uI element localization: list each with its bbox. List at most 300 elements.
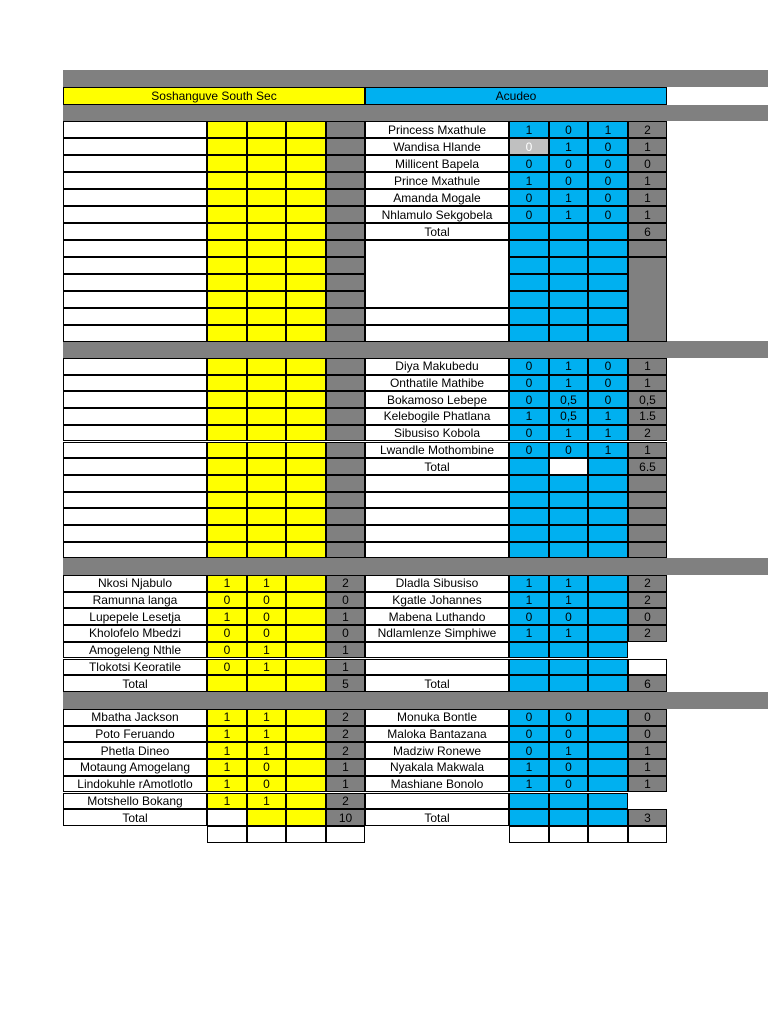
score-cell[interactable] bbox=[549, 206, 588, 223]
player-total[interactable] bbox=[326, 592, 365, 609]
score-cell[interactable] bbox=[509, 121, 549, 138]
score-cell[interactable] bbox=[549, 358, 588, 375]
name-cell[interactable] bbox=[63, 189, 207, 206]
score-cell[interactable] bbox=[588, 291, 628, 308]
score-cell[interactable] bbox=[286, 375, 326, 392]
player-name[interactable] bbox=[63, 575, 207, 592]
name-cell[interactable] bbox=[63, 291, 207, 308]
player-total[interactable] bbox=[628, 726, 667, 743]
score-cell[interactable] bbox=[588, 375, 628, 392]
score-cell[interactable] bbox=[247, 809, 286, 826]
total-cell[interactable] bbox=[326, 240, 365, 257]
total-cell[interactable] bbox=[326, 826, 365, 843]
player-name[interactable] bbox=[63, 608, 207, 625]
total-cell[interactable] bbox=[326, 257, 365, 274]
score-cell[interactable] bbox=[588, 508, 628, 525]
total-cell[interactable] bbox=[628, 826, 667, 843]
score-cell[interactable] bbox=[509, 625, 549, 642]
score-cell[interactable] bbox=[207, 291, 247, 308]
score-cell[interactable] bbox=[588, 138, 628, 155]
score-cell[interactable] bbox=[588, 121, 628, 138]
score-cell[interactable] bbox=[549, 189, 588, 206]
score-cell[interactable] bbox=[588, 608, 628, 625]
player-total[interactable] bbox=[628, 172, 667, 189]
score-cell[interactable] bbox=[247, 642, 286, 659]
name-cell[interactable] bbox=[365, 659, 509, 676]
score-cell[interactable] bbox=[588, 391, 628, 408]
player-total[interactable] bbox=[628, 206, 667, 223]
player-name[interactable] bbox=[365, 575, 509, 592]
score-cell[interactable] bbox=[509, 375, 549, 392]
total-cell[interactable] bbox=[326, 121, 365, 138]
score-cell[interactable] bbox=[286, 776, 326, 793]
name-cell[interactable] bbox=[63, 458, 207, 475]
score-cell[interactable] bbox=[247, 542, 286, 559]
score-cell[interactable] bbox=[588, 189, 628, 206]
score-cell[interactable] bbox=[286, 793, 326, 810]
section-total[interactable] bbox=[628, 809, 667, 826]
score-cell[interactable] bbox=[588, 206, 628, 223]
score-cell[interactable] bbox=[549, 475, 588, 492]
score-cell[interactable] bbox=[588, 274, 628, 291]
score-cell[interactable] bbox=[509, 793, 549, 810]
score-cell[interactable] bbox=[207, 542, 247, 559]
score-cell[interactable] bbox=[549, 492, 588, 509]
score-cell[interactable] bbox=[286, 172, 326, 189]
score-cell[interactable] bbox=[247, 325, 286, 342]
score-cell[interactable] bbox=[247, 675, 286, 692]
score-cell[interactable] bbox=[286, 709, 326, 726]
score-cell[interactable] bbox=[549, 391, 588, 408]
name-cell[interactable] bbox=[365, 542, 509, 559]
score-cell[interactable] bbox=[247, 189, 286, 206]
total-cell[interactable] bbox=[628, 492, 667, 509]
total-label[interactable] bbox=[365, 458, 509, 475]
score-cell[interactable] bbox=[286, 575, 326, 592]
name-cell[interactable] bbox=[63, 442, 207, 459]
player-total[interactable] bbox=[326, 726, 365, 743]
score-cell[interactable] bbox=[549, 458, 588, 475]
score-cell[interactable] bbox=[549, 325, 588, 342]
player-name[interactable] bbox=[365, 425, 509, 442]
score-cell[interactable] bbox=[549, 642, 588, 659]
score-cell[interactable] bbox=[207, 408, 247, 425]
player-total[interactable] bbox=[628, 442, 667, 459]
score-cell[interactable] bbox=[588, 776, 628, 793]
score-cell[interactable] bbox=[286, 240, 326, 257]
score-cell[interactable] bbox=[247, 659, 286, 676]
score-cell[interactable] bbox=[207, 826, 247, 843]
score-cell[interactable] bbox=[549, 425, 588, 442]
score-cell[interactable] bbox=[247, 525, 286, 542]
score-cell[interactable] bbox=[588, 809, 628, 826]
total-cell[interactable] bbox=[326, 542, 365, 559]
player-name[interactable] bbox=[365, 742, 509, 759]
score-cell[interactable] bbox=[207, 458, 247, 475]
score-cell[interactable] bbox=[549, 257, 588, 274]
score-cell[interactable] bbox=[588, 625, 628, 642]
player-total[interactable] bbox=[628, 391, 667, 408]
score-cell[interactable] bbox=[588, 592, 628, 609]
score-cell[interactable] bbox=[286, 492, 326, 509]
total-cell[interactable] bbox=[326, 155, 365, 172]
score-cell[interactable] bbox=[549, 742, 588, 759]
score-cell[interactable] bbox=[588, 325, 628, 342]
score-cell[interactable] bbox=[588, 257, 628, 274]
score-cell[interactable] bbox=[286, 742, 326, 759]
score-cell[interactable] bbox=[207, 358, 247, 375]
score-cell[interactable] bbox=[509, 257, 549, 274]
total-cell[interactable] bbox=[326, 375, 365, 392]
score-cell[interactable] bbox=[247, 206, 286, 223]
score-cell[interactable] bbox=[549, 155, 588, 172]
player-name[interactable] bbox=[63, 726, 207, 743]
score-cell[interactable] bbox=[549, 809, 588, 826]
player-name[interactable] bbox=[365, 442, 509, 459]
score-cell[interactable] bbox=[207, 742, 247, 759]
score-cell[interactable] bbox=[247, 274, 286, 291]
score-cell[interactable] bbox=[286, 138, 326, 155]
score-cell[interactable] bbox=[207, 776, 247, 793]
score-cell[interactable] bbox=[509, 155, 549, 172]
score-cell[interactable] bbox=[207, 508, 247, 525]
score-cell[interactable] bbox=[207, 375, 247, 392]
total-cell[interactable] bbox=[326, 325, 365, 342]
total-cell[interactable] bbox=[326, 442, 365, 459]
player-name[interactable] bbox=[365, 391, 509, 408]
score-cell[interactable] bbox=[286, 542, 326, 559]
player-name[interactable] bbox=[365, 608, 509, 625]
score-cell[interactable] bbox=[247, 726, 286, 743]
score-cell[interactable] bbox=[588, 793, 628, 810]
total-cell[interactable] bbox=[326, 138, 365, 155]
score-cell[interactable] bbox=[207, 391, 247, 408]
score-cell[interactable] bbox=[549, 726, 588, 743]
total-cell[interactable] bbox=[326, 206, 365, 223]
player-total[interactable] bbox=[326, 759, 365, 776]
player-name[interactable] bbox=[365, 121, 509, 138]
score-cell[interactable] bbox=[207, 759, 247, 776]
score-cell[interactable] bbox=[509, 709, 549, 726]
score-cell[interactable] bbox=[509, 776, 549, 793]
name-cell[interactable] bbox=[63, 492, 207, 509]
score-cell[interactable] bbox=[207, 492, 247, 509]
player-total[interactable] bbox=[628, 358, 667, 375]
player-total[interactable] bbox=[628, 759, 667, 776]
score-cell[interactable] bbox=[247, 291, 286, 308]
score-cell[interactable] bbox=[588, 542, 628, 559]
score-cell[interactable] bbox=[588, 575, 628, 592]
score-cell[interactable] bbox=[509, 240, 549, 257]
score-cell[interactable] bbox=[549, 442, 588, 459]
total-label[interactable] bbox=[63, 675, 207, 692]
score-cell[interactable] bbox=[549, 759, 588, 776]
score-cell[interactable] bbox=[286, 809, 326, 826]
name-cell[interactable] bbox=[365, 508, 509, 525]
score-cell[interactable] bbox=[247, 155, 286, 172]
score-cell[interactable] bbox=[549, 408, 588, 425]
name-cell[interactable] bbox=[63, 525, 207, 542]
total-cell[interactable] bbox=[326, 458, 365, 475]
score-cell[interactable] bbox=[207, 625, 247, 642]
score-cell[interactable] bbox=[207, 189, 247, 206]
score-cell[interactable] bbox=[247, 172, 286, 189]
player-total[interactable] bbox=[628, 189, 667, 206]
total-cell[interactable] bbox=[326, 508, 365, 525]
score-cell[interactable] bbox=[509, 659, 549, 676]
score-cell[interactable] bbox=[207, 793, 247, 810]
score-cell[interactable] bbox=[286, 121, 326, 138]
score-cell[interactable] bbox=[549, 274, 588, 291]
total-label[interactable] bbox=[365, 223, 509, 240]
score-cell[interactable] bbox=[588, 492, 628, 509]
score-cell[interactable] bbox=[509, 408, 549, 425]
player-name[interactable] bbox=[365, 138, 509, 155]
total-cell[interactable] bbox=[326, 525, 365, 542]
score-cell[interactable] bbox=[549, 575, 588, 592]
total-cell[interactable] bbox=[326, 223, 365, 240]
score-cell[interactable] bbox=[207, 726, 247, 743]
score-cell[interactable] bbox=[509, 642, 549, 659]
player-total[interactable] bbox=[628, 155, 667, 172]
total-cell[interactable] bbox=[628, 257, 667, 342]
score-cell[interactable] bbox=[207, 592, 247, 609]
total-cell[interactable] bbox=[628, 542, 667, 559]
player-total[interactable] bbox=[628, 425, 667, 442]
score-cell[interactable] bbox=[247, 391, 286, 408]
total-cell[interactable] bbox=[326, 189, 365, 206]
player-name[interactable] bbox=[63, 642, 207, 659]
player-name[interactable] bbox=[365, 375, 509, 392]
score-cell[interactable] bbox=[549, 121, 588, 138]
name-cell[interactable] bbox=[63, 223, 207, 240]
score-cell[interactable] bbox=[247, 793, 286, 810]
score-cell[interactable] bbox=[588, 172, 628, 189]
score-cell[interactable] bbox=[286, 391, 326, 408]
player-total[interactable] bbox=[326, 793, 365, 810]
score-cell[interactable] bbox=[509, 425, 549, 442]
total-cell[interactable] bbox=[326, 425, 365, 442]
total-cell[interactable] bbox=[326, 475, 365, 492]
name-cell[interactable] bbox=[63, 257, 207, 274]
player-name[interactable] bbox=[63, 592, 207, 609]
score-cell[interactable] bbox=[247, 492, 286, 509]
score-cell[interactable] bbox=[588, 525, 628, 542]
score-cell[interactable] bbox=[549, 793, 588, 810]
score-cell[interactable] bbox=[247, 608, 286, 625]
player-total[interactable] bbox=[628, 375, 667, 392]
score-cell[interactable] bbox=[247, 358, 286, 375]
player-name[interactable] bbox=[365, 726, 509, 743]
player-name[interactable] bbox=[365, 189, 509, 206]
score-cell[interactable] bbox=[286, 358, 326, 375]
player-name[interactable] bbox=[365, 625, 509, 642]
score-cell[interactable] bbox=[286, 726, 326, 743]
player-total[interactable] bbox=[628, 776, 667, 793]
player-name[interactable] bbox=[63, 625, 207, 642]
player-name[interactable] bbox=[365, 776, 509, 793]
name-cell[interactable] bbox=[365, 308, 509, 325]
player-name[interactable] bbox=[365, 709, 509, 726]
team-left-header[interactable] bbox=[63, 87, 365, 105]
player-total[interactable] bbox=[326, 709, 365, 726]
score-cell[interactable] bbox=[286, 206, 326, 223]
player-total[interactable] bbox=[326, 625, 365, 642]
player-total[interactable] bbox=[628, 742, 667, 759]
score-cell[interactable] bbox=[509, 492, 549, 509]
score-cell[interactable] bbox=[588, 358, 628, 375]
score-cell[interactable] bbox=[207, 325, 247, 342]
score-cell[interactable] bbox=[588, 709, 628, 726]
section-total[interactable] bbox=[628, 458, 667, 475]
score-cell[interactable] bbox=[549, 675, 588, 692]
score-cell[interactable] bbox=[207, 172, 247, 189]
score-cell[interactable] bbox=[207, 525, 247, 542]
player-total[interactable] bbox=[326, 776, 365, 793]
score-cell[interactable] bbox=[509, 308, 549, 325]
score-cell[interactable] bbox=[207, 475, 247, 492]
section-total[interactable] bbox=[326, 809, 365, 826]
score-cell[interactable] bbox=[247, 759, 286, 776]
score-cell[interactable] bbox=[549, 508, 588, 525]
score-cell[interactable] bbox=[286, 625, 326, 642]
total-label[interactable] bbox=[63, 809, 207, 826]
score-cell[interactable] bbox=[247, 257, 286, 274]
score-cell[interactable] bbox=[286, 642, 326, 659]
score-cell[interactable] bbox=[509, 138, 549, 155]
score-cell[interactable] bbox=[247, 408, 286, 425]
score-cell[interactable] bbox=[509, 608, 549, 625]
score-cell[interactable] bbox=[247, 442, 286, 459]
total-cell[interactable] bbox=[326, 408, 365, 425]
score-cell[interactable] bbox=[207, 257, 247, 274]
score-cell[interactable] bbox=[286, 425, 326, 442]
score-cell[interactable] bbox=[247, 308, 286, 325]
name-cell[interactable] bbox=[63, 240, 207, 257]
score-cell[interactable] bbox=[588, 659, 628, 676]
score-cell[interactable] bbox=[549, 542, 588, 559]
player-name[interactable] bbox=[63, 709, 207, 726]
total-cell[interactable] bbox=[628, 475, 667, 492]
score-cell[interactable] bbox=[509, 325, 549, 342]
name-cell[interactable] bbox=[63, 508, 207, 525]
name-cell[interactable] bbox=[63, 155, 207, 172]
player-total[interactable] bbox=[628, 608, 667, 625]
score-cell[interactable] bbox=[286, 257, 326, 274]
score-cell[interactable] bbox=[286, 325, 326, 342]
score-cell[interactable] bbox=[207, 809, 247, 826]
score-cell[interactable] bbox=[286, 291, 326, 308]
player-name[interactable] bbox=[365, 155, 509, 172]
name-cell[interactable] bbox=[365, 525, 509, 542]
player-total[interactable] bbox=[326, 608, 365, 625]
score-cell[interactable] bbox=[286, 608, 326, 625]
score-cell[interactable] bbox=[286, 592, 326, 609]
player-name[interactable] bbox=[365, 172, 509, 189]
name-cell[interactable] bbox=[365, 492, 509, 509]
name-cell[interactable] bbox=[63, 274, 207, 291]
player-name[interactable] bbox=[365, 759, 509, 776]
score-cell[interactable] bbox=[509, 592, 549, 609]
score-cell[interactable] bbox=[549, 138, 588, 155]
player-total[interactable] bbox=[326, 575, 365, 592]
score-cell[interactable] bbox=[509, 189, 549, 206]
section-total[interactable] bbox=[628, 675, 667, 692]
score-cell[interactable] bbox=[549, 172, 588, 189]
score-cell[interactable] bbox=[588, 759, 628, 776]
total-cell[interactable] bbox=[326, 391, 365, 408]
name-cell[interactable] bbox=[63, 475, 207, 492]
score-cell[interactable] bbox=[286, 659, 326, 676]
score-cell[interactable] bbox=[549, 625, 588, 642]
score-cell[interactable] bbox=[247, 709, 286, 726]
score-cell[interactable] bbox=[588, 223, 628, 240]
player-total[interactable] bbox=[628, 408, 667, 425]
score-cell[interactable] bbox=[549, 592, 588, 609]
score-cell[interactable] bbox=[509, 223, 549, 240]
name-cell[interactable] bbox=[63, 358, 207, 375]
score-cell[interactable] bbox=[509, 442, 549, 459]
score-cell[interactable] bbox=[247, 121, 286, 138]
score-cell[interactable] bbox=[588, 642, 628, 659]
score-cell[interactable] bbox=[549, 608, 588, 625]
score-cell[interactable] bbox=[509, 759, 549, 776]
player-name[interactable] bbox=[63, 793, 207, 810]
score-cell[interactable] bbox=[549, 240, 588, 257]
score-cell[interactable] bbox=[207, 308, 247, 325]
score-cell[interactable] bbox=[286, 274, 326, 291]
name-cell[interactable] bbox=[365, 325, 509, 342]
score-cell[interactable] bbox=[286, 223, 326, 240]
total-cell[interactable] bbox=[326, 308, 365, 325]
score-cell[interactable] bbox=[588, 675, 628, 692]
score-cell[interactable] bbox=[207, 442, 247, 459]
score-cell[interactable] bbox=[207, 709, 247, 726]
player-name[interactable] bbox=[365, 408, 509, 425]
score-cell[interactable] bbox=[286, 308, 326, 325]
score-cell[interactable] bbox=[588, 726, 628, 743]
score-cell[interactable] bbox=[247, 826, 286, 843]
score-cell[interactable] bbox=[588, 308, 628, 325]
team-right-header[interactable] bbox=[365, 87, 667, 105]
score-cell[interactable] bbox=[207, 223, 247, 240]
player-total[interactable] bbox=[628, 592, 667, 609]
total-cell[interactable] bbox=[326, 274, 365, 291]
score-cell[interactable] bbox=[207, 240, 247, 257]
score-cell[interactable] bbox=[286, 155, 326, 172]
score-cell[interactable] bbox=[247, 240, 286, 257]
total-cell[interactable] bbox=[628, 525, 667, 542]
score-cell[interactable] bbox=[509, 172, 549, 189]
score-cell[interactable] bbox=[286, 826, 326, 843]
player-total[interactable] bbox=[326, 742, 365, 759]
name-cell[interactable] bbox=[63, 391, 207, 408]
score-cell[interactable] bbox=[549, 659, 588, 676]
name-cell[interactable] bbox=[63, 425, 207, 442]
score-cell[interactable] bbox=[247, 458, 286, 475]
score-cell[interactable] bbox=[247, 625, 286, 642]
score-cell[interactable] bbox=[588, 826, 628, 843]
score-cell[interactable] bbox=[509, 742, 549, 759]
score-cell[interactable] bbox=[509, 726, 549, 743]
total-cell[interactable] bbox=[326, 358, 365, 375]
score-cell[interactable] bbox=[549, 291, 588, 308]
score-cell[interactable] bbox=[207, 206, 247, 223]
score-cell[interactable] bbox=[286, 408, 326, 425]
name-cell[interactable] bbox=[365, 475, 509, 492]
name-cell[interactable] bbox=[63, 375, 207, 392]
score-cell[interactable] bbox=[509, 675, 549, 692]
